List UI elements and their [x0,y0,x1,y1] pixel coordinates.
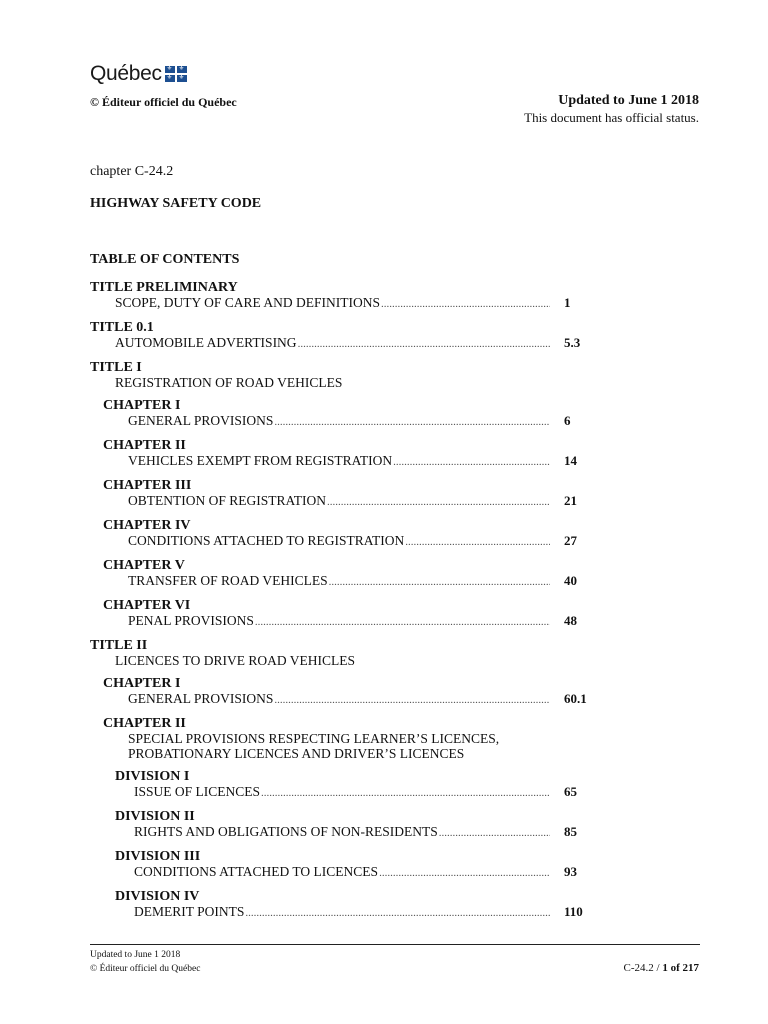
logo-wordmark: Québec [90,62,162,85]
toc-entry-page: 6 [564,413,571,428]
toc-entry[interactable] [90,398,610,430]
leader-dots [274,693,550,708]
toc-entry[interactable] [90,676,610,708]
toc-entry-label: CHAPTER I [103,676,181,691]
toc-entry-page: 1 [564,295,571,310]
table-of-contents [90,280,610,929]
toc-entry[interactable] [90,518,610,550]
toc-entry-label: TITLE 0.1 [90,320,154,335]
footer-updated: Updated to June 1 2018 [90,950,181,960]
toc-entry[interactable] [90,889,610,921]
toc-entry[interactable] [90,558,610,590]
leader-dots [379,866,550,881]
toc-entry-title: PENAL PROVISIONS [128,613,254,628]
footer-page: 1 of 217 [662,962,699,974]
toc-entry-title: CONDITIONS ATTACHED TO LICENCES [134,864,379,879]
leader-dots [439,826,550,841]
official-status: This document has official status. [524,110,699,125]
toc-entry-label: DIVISION II [115,809,195,824]
footer-chapter: C-24.2 / [623,962,663,974]
footer-divider [90,944,700,945]
toc-entry-title: RIGHTS AND OBLIGATIONS OF NON-RESIDENTS [134,824,438,839]
toc-entry-label: CHAPTER I [103,398,181,413]
toc-entry-title: ISSUE OF LICENCES [134,784,261,799]
toc-entry[interactable] [90,769,610,801]
toc-entry-title: GENERAL PROVISIONS [128,691,274,706]
footer-publisher: © Éditeur officiel du Québec [90,964,201,974]
toc-entry-label: DIVISION IV [115,889,200,904]
chapter-reference: chapter C-24.2 [90,164,174,179]
document-title: HIGHWAY SAFETY CODE [90,196,262,211]
toc-entry-page: 21 [564,493,577,508]
toc-entry-label: TITLE I [90,360,142,375]
leader-dots [329,575,550,590]
toc-entry[interactable] [90,809,610,841]
toc-entry[interactable] [90,716,610,761]
toc-entry-label: CHAPTER II [103,716,186,731]
toc-entry-page: 85 [564,824,577,839]
toc-entry-label: CHAPTER II [103,438,186,453]
leader-dots [255,615,550,630]
toc-entry[interactable] [90,280,610,312]
footer-page-number [624,962,699,974]
toc-entry-label: CHAPTER III [103,478,192,493]
toc-entry[interactable] [90,360,610,390]
leader-dots [261,786,550,801]
toc-entry-title: AUTOMOBILE ADVERTISING [115,335,297,350]
toc-entry-label: CHAPTER VI [103,598,191,613]
toc-entry-title: SPECIAL PROVISIONS RESPECTING LEARNER’S LICENCES, PROBATIONARY LICENCES AND DRIVER’S LICENCES [128,731,500,761]
toc-entry-title: TRANSFER OF ROAD VEHICLES [128,573,328,588]
toc-entry-title: VEHICLES EXEMPT FROM REGISTRATION [128,453,393,468]
toc-entry-title: LICENCES TO DRIVE ROAD VEHICLES [115,653,356,668]
toc-entry-title: REGISTRATION OF ROAD VEHICLES [115,375,343,390]
quebec-logo [90,61,187,87]
toc-entry-title: GENERAL PROVISIONS [128,413,274,428]
toc-entry-page: 5.3 [564,335,581,350]
toc-entry-label: TITLE PRELIMINARY [90,280,238,295]
leader-dots [298,337,550,352]
toc-entry-page: 48 [564,613,577,628]
toc-entry-page: 110 [564,904,583,919]
toc-entry-label: TITLE II [90,638,148,653]
toc-entry[interactable] [90,320,610,352]
toc-heading: TABLE OF CONTENTS [90,252,240,267]
toc-entry-page: 65 [564,784,577,799]
toc-entry-title: DEMERIT POINTS [134,904,245,919]
toc-entry[interactable] [90,478,610,510]
toc-entry[interactable] [90,638,610,668]
updated-date: Updated to June 1 2018 [558,93,699,108]
leader-dots [327,495,550,510]
toc-entry-label: CHAPTER IV [103,518,191,533]
toc-entry-title: OBTENTION OF REGISTRATION [128,493,326,508]
toc-entry-page: 27 [564,533,577,548]
toc-entry-label: DIVISION I [115,769,190,784]
toc-entry-page: 14 [564,453,577,468]
toc-entry[interactable] [90,598,610,630]
toc-entry-page: 93 [564,864,577,879]
toc-entry-page: 60.1 [564,691,587,706]
publisher-label: © Éditeur officiel du Québec [90,95,237,109]
leader-dots [393,455,550,470]
toc-entry-label: CHAPTER V [103,558,185,573]
toc-entry-title: CONDITIONS ATTACHED TO REGISTRATION [128,533,405,548]
toc-entry-label: DIVISION III [115,849,201,864]
quebec-flag-icon: ⚜ ⚜ ⚜ ⚜ [165,66,187,82]
toc-entry[interactable] [90,849,610,881]
toc-entry[interactable] [90,438,610,470]
toc-entry-title: SCOPE, DUTY OF CARE AND DEFINITIONS [115,295,381,310]
leader-dots [405,535,550,550]
leader-dots [381,297,550,312]
leader-dots [245,906,550,921]
leader-dots [274,415,550,430]
toc-entry-page: 40 [564,573,577,588]
